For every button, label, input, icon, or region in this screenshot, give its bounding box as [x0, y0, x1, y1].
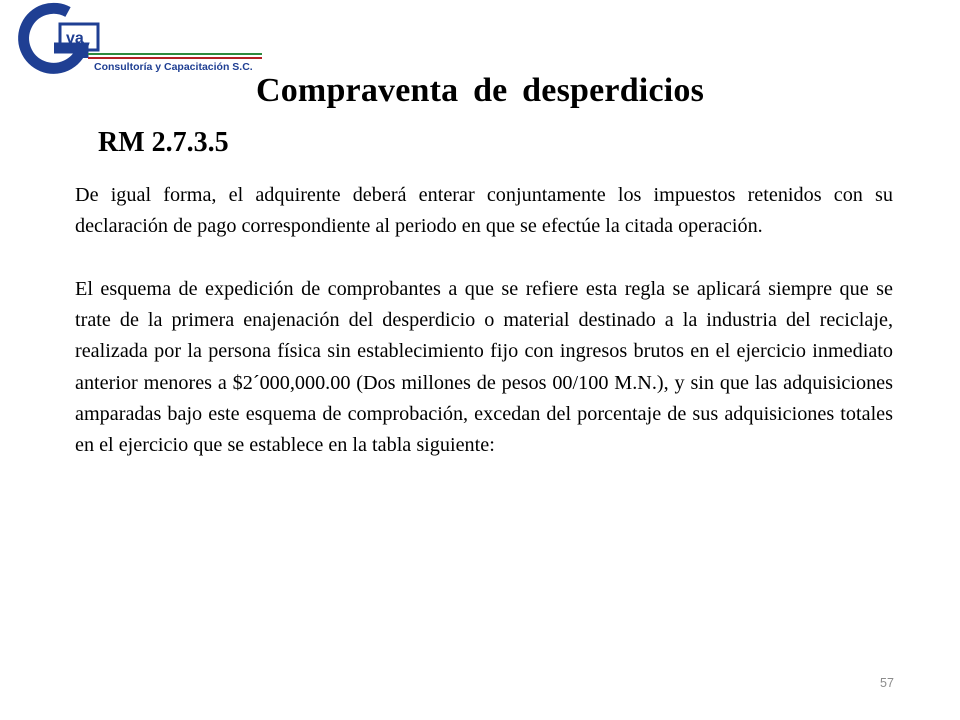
page-number: 57 — [880, 676, 894, 690]
rule-reference: RM 2.7.3.5 — [98, 127, 229, 158]
page-title: Compraventa de desperdicios — [255, 72, 705, 109]
paragraph-2: El esquema de expedición de comprobantes a que se refiere esta regla se aplicará siempre que se trate de la primera enajenación del desperdicio o material destinado a la industria del reciclaje, realizada por la persona física sin establecimiento fijo con ingresos brutos en el ejercicio inmediato anterior menores a $2´000,000.00 (Dos millones de pesos 00/100 M.N.), y sin que las adquisiciones amparadas bajo este esquema de comprobación, excedan del porcentaje de sus adquisiciones totales en el ejercicio que se establece en la tabla siguiente: — [75, 277, 893, 457]
company-logo — [4, 2, 266, 78]
logo-initials: va — [66, 30, 84, 47]
body-text — [75, 180, 893, 462]
paragraph-1: De igual forma, el adquirente deberá enterar conjuntamente los impuestos retenidos con su declaración de pago correspondiente al periodo en que se efectúe la citada operación. — [75, 184, 893, 238]
logo-company-name: Consultoría y Capacitación S.C. — [94, 61, 253, 73]
